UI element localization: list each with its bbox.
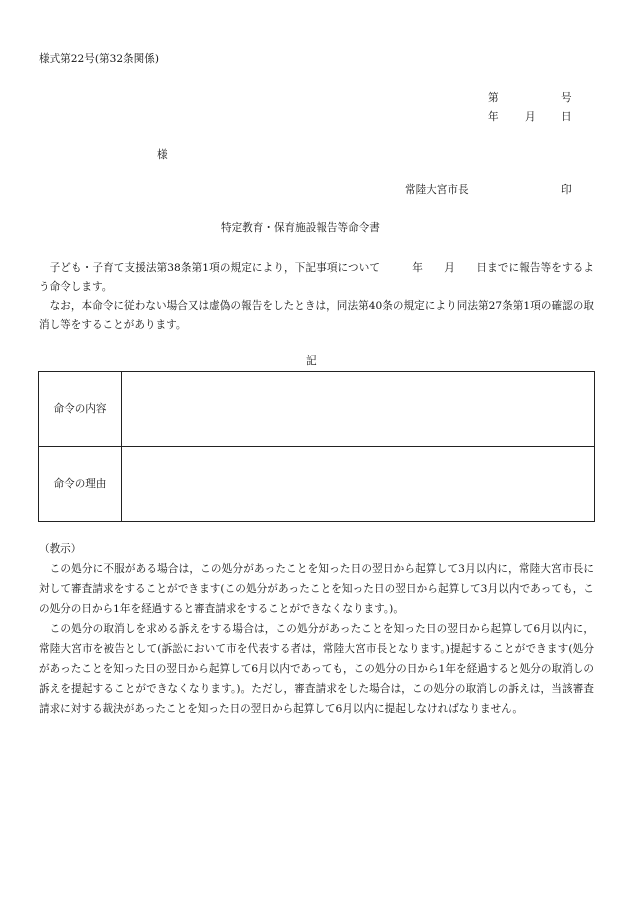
order-table — [38, 371, 595, 522]
body-paragraph-2: なお，本命令に従わない場合又は虚偽の報告をしたときは，同法第40条の規定により同法第27条第1項の確認の取消し等をすることがあります。 — [39, 300, 594, 331]
order-reason-label: 命令の理由 — [39, 447, 122, 522]
notice-paragraphs — [39, 559, 594, 719]
table-row — [39, 447, 595, 522]
ki-label: 記 — [306, 355, 317, 367]
notice-paragraph-2: この処分の取消しを求める訴えをする場合は，この処分があったことを知った日の翌日から起算して6月以内に，常陸大宮市を被告として(訴訟において市を代表する者は，常陸大宮市長となります。)提起することができます(処分があったことを知った日の翌日から起算して6月以内であっても，この処分の日から1年を経過すると処分の取消しの訴えを提起することができなくなります。)。ただし，審査請求をした場合は，この処分の取消しの訴えは，当該審査請求に対する裁決があったことを知った日の翌日から起算して6月以内に提起しなければなりません。 — [39, 623, 594, 715]
table-row — [39, 372, 595, 447]
document-title: 特定教育・保育施設報告等命令書 — [221, 222, 380, 234]
doc-number-dai: 第 — [488, 92, 499, 104]
order-content-label: 命令の内容 — [39, 372, 122, 447]
date-year-label: 年 — [488, 111, 499, 123]
doc-number-go: 号 — [561, 92, 572, 104]
notice-heading: （教示） — [39, 543, 82, 555]
addressee-sama: 様 — [157, 149, 168, 161]
order-content-value — [122, 372, 595, 447]
body-paragraphs — [39, 259, 594, 335]
issuer-title: 常陸大宮市長 — [405, 184, 469, 196]
body-paragraph-1: 子ども・子育て支援法第38条第1項の規定により，下記事項について 年 月 日までに報告等をするよう命令します。 — [39, 262, 594, 293]
order-reason-value — [122, 447, 595, 522]
notice-paragraph-1: この処分に不服がある場合は，この処分があったことを知った日の翌日から起算して3月以内に，常陸大宮市長に対して審査請求をすることができます(この処分があったことを知った日の翌日から起算して3月以内であっても，この処分の日から1年を経過すると審査請求をすることができなくなります。)。 — [39, 563, 594, 615]
seal-mark: 印 — [561, 184, 572, 196]
form-label: 様式第22号(第32条関係) — [39, 53, 159, 65]
date-month-label: 月 — [525, 111, 536, 123]
date-day-label: 日 — [561, 111, 572, 123]
